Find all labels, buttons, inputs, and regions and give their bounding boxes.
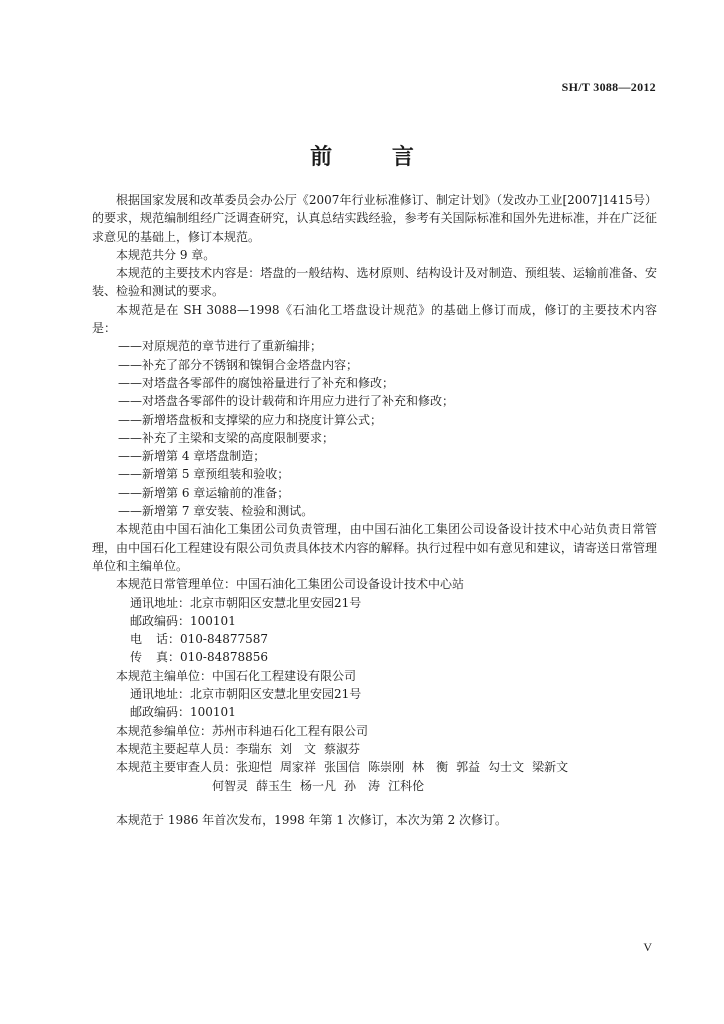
phone-label-char1: 电: [130, 632, 143, 647]
chapter-count-paragraph: 本规范共分 9 章。: [116, 247, 216, 262]
daily-mgmt-unit-line: [92, 575, 657, 593]
phone-label-char2: 话：: [156, 632, 181, 647]
address-label: 通讯地址：: [130, 687, 191, 702]
reviewer-name: 郭益: [456, 760, 481, 775]
technical-content-paragraph: 本规范的主要技术内容是：塔盘的一般结构、选材原则、结构设计及对制造、预组装、运输前准备、安装、检验和测试的要求。: [92, 266, 657, 299]
participant-label: 本规范参编单位：: [116, 723, 213, 738]
reviewer-name: 梁新文: [532, 760, 569, 775]
chief-editor-unit: 中国石化工程建设有限公司: [212, 668, 357, 683]
daily-mgmt-postcode-line: [92, 612, 657, 630]
drafter-name: 蔡淑芬: [324, 741, 361, 756]
reviewer-name: 陈崇刚: [368, 760, 405, 775]
management-paragraph: 本规范由中国石油化工集团公司负责管理，由中国石油化工集团公司设备设计技术中心站负责日常管理，由中国石化工程建设有限公司负责具体技术内容的解释。执行过程中如有意见和建议，请寄送日常管理单位和主编单位。: [92, 522, 657, 573]
revision-item: ——新增第 7 章安装、检验和测试。: [118, 504, 314, 519]
page-number: V: [643, 940, 652, 954]
chief-editor-address-line: [92, 685, 657, 703]
revision-item: ——补充了主梁和支梁的高度限制要求；: [118, 430, 335, 445]
address-value: 北京市朝阳区安慧北里安园21号: [190, 595, 362, 610]
drafters-label: 本规范主要起草人员：: [116, 741, 237, 756]
intro-paragraph: 根据国家发展和改革委员会办公厅《2007年行业标准修订、制定计划》（发改办工业[2007]1415号）的要求，规范编制组经广泛调查研究，认真总结实践经验，参考有关国际标准和国外先进标准，并在广泛征求意见的基础上，修订本规范。: [92, 193, 657, 244]
revision-item: ——对塔盘各零部件的设计载荷和许用应力进行了补充和修改；: [118, 394, 455, 409]
revision-item: ——新增第 5 章预组装和验收；: [118, 467, 290, 482]
reviewer-name: 勾士文: [488, 760, 525, 775]
daily-mgmt-fax-line: [92, 648, 657, 666]
fax-value: 010-84878856: [180, 650, 269, 665]
reviewer-name: 何智灵: [212, 778, 249, 793]
drafters-line: [92, 740, 657, 758]
revision-item: ——对塔盘各零部件的腐蚀裕量进行了补充和修改；: [118, 375, 395, 390]
reviewers-label: 本规范主要审查人员：: [116, 760, 237, 775]
standard-code: SH/T 3088—2012: [561, 80, 656, 94]
chief-editor-label: 本规范主编单位：: [116, 668, 213, 683]
address-value: 北京市朝阳区安慧北里安园21号: [190, 687, 362, 702]
postcode-value: 100101: [190, 705, 236, 720]
revision-item: ——补充了部分不锈钢和镍铜合金塔盘内容；: [118, 357, 359, 372]
address-label: 通讯地址：: [130, 595, 191, 610]
daily-mgmt-address-line: [92, 594, 657, 612]
postcode-value: 100101: [190, 613, 236, 628]
postcode-label: 邮政编码：: [130, 613, 191, 628]
revision-item: ——新增第 6 章运输前的准备；: [118, 485, 290, 500]
preface-body: [92, 191, 657, 829]
reviewer-name: 杨一凡: [300, 778, 337, 793]
reviewers-line-1: [92, 758, 657, 776]
fax-label-char2: 真：: [156, 650, 181, 665]
reviewer-name: 周家祥: [280, 760, 317, 775]
chief-editor-line: [92, 667, 657, 685]
drafter-name: 刘 文: [280, 741, 317, 756]
page-title: 前 言: [310, 145, 440, 170]
daily-mgmt-label: 本规范日常管理单位：: [116, 577, 237, 592]
reviewer-name: 孙 涛: [344, 778, 381, 793]
fax-label-char1: 传: [130, 650, 143, 665]
reviewer-name: 林 衡: [412, 760, 449, 775]
reviewer-name: 张国信: [324, 760, 361, 775]
revision-item: ——对原规范的章节进行了重新编排；: [118, 339, 323, 354]
participant-unit: 苏州市科迪石化工程有限公司: [212, 723, 369, 738]
revision-item: ——新增第 4 章塔盘制造；: [118, 449, 266, 464]
revision-item: ——新增塔盘板和支撑梁的应力和挠度计算公式；: [118, 412, 383, 427]
revision-basis-paragraph: 本规范是在 SH 3088—1998《石油化工塔盘设计规范》的基础上修订而成，修订的主要技术内容是：: [92, 302, 657, 336]
daily-mgmt-unit: 中国石油化工集团公司设备设计技术中心站: [236, 577, 465, 592]
reviewer-name: 江科伦: [388, 778, 425, 793]
participant-line: [92, 722, 657, 740]
revision-history: 本规范于 1986 年首次发布，1998 年第 1 次修订，本次为第 2 次修订。: [116, 812, 508, 827]
revision-list: [92, 337, 657, 520]
daily-mgmt-phone-line: [92, 630, 657, 648]
drafter-name: 李瑞东: [236, 741, 273, 756]
chief-editor-postcode-line: [92, 703, 657, 721]
phone-value: 010-84877587: [180, 632, 269, 647]
reviewers-line-2: [92, 777, 657, 795]
reviewer-name: 薛玉生: [256, 778, 293, 793]
postcode-label: 邮政编码：: [130, 705, 191, 720]
reviewer-name: 张迎恺: [236, 760, 273, 775]
